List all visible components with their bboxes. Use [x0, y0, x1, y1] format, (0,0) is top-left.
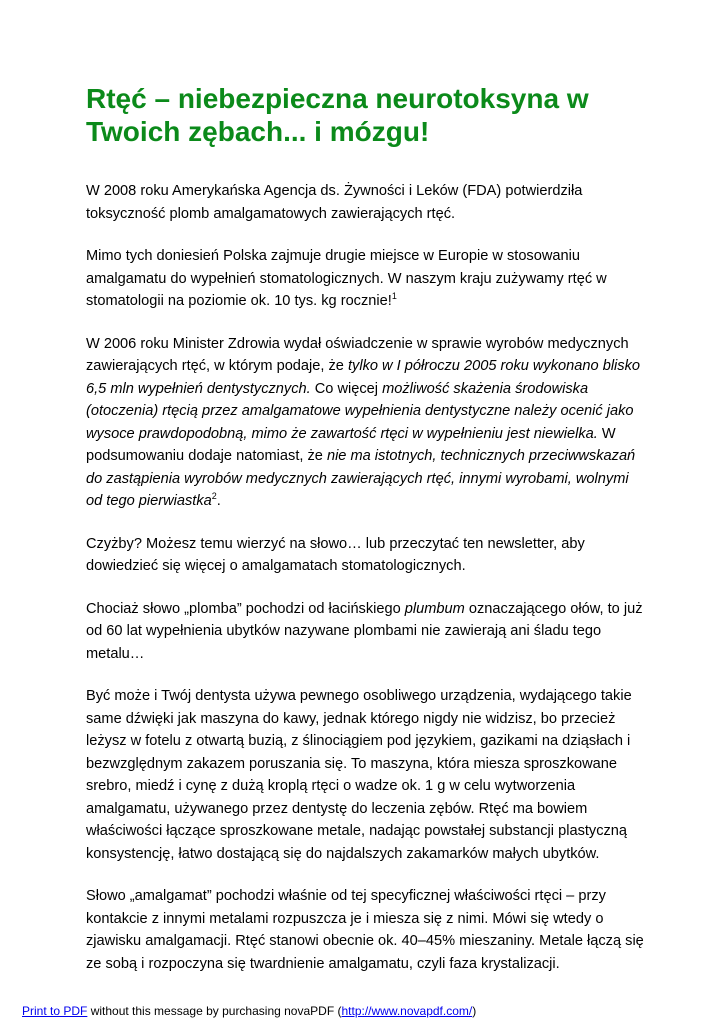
minister-quote-1: tylko w I półroczu 2005 roku wykonano blisko 6,5 mln wypełnień dentystycznych. [86, 358, 641, 397]
paragraph-poland-text: Mimo tych doniesień Polska zajmuje drugie miejsce w Europie w stosowaniu amalgamatu do wypełnień stomatologicznych. W naszym kraju zużywamy rtęć w stomatologii na poziomie ok. 10 tys. kg rocznie! [86, 248, 607, 309]
footnote-marker-1: 1 [391, 291, 397, 301]
footer-text: without this message by purchasing novaPDF ( [87, 1004, 342, 1018]
novapdf-link[interactable]: http://www.novapdf.com/ [341, 1004, 473, 1018]
minister-quote-3: nie ma istotnych, technicznych przeciwwskazań do zastąpienia wyrobów medycznych zawierających rtęć, innymi wyrobami, wolnymi od tego pierwiastka [86, 448, 636, 509]
footer-message [22, 1004, 476, 1019]
paragraph-minister [86, 333, 646, 513]
print-to-pdf-link[interactable]: Print to PDF [22, 1004, 88, 1018]
document-page [86, 82, 646, 995]
plomba-text-1: Chociaż słowo „plomba” pochodzi od łacińskiego [86, 600, 405, 617]
paragraph-amalgamat: Słowo „amalgamat” pochodzi właśnie od tej specyficznej właściwości rtęci – przy kontakcie z innymi metalami rozpuszcza je i miesza się z nimi. Mówi się wtedy o zjawisku amalgamacji. Rtęć stanowi obecnie ok. 40–45% mieszaniny. Metale łączą się ze sobą i rozpoczyna się twardnienie amalgamatu, czyli faza krystalizacji. [86, 888, 644, 972]
paragraph-machine: Być może i Twój dentysta używa pewnego osobliwego urządzenia, wydającego takie same dźwięki jak maszyna do kawy, jednak którego nigdy nie widzisz, bo przecież leżysz w fotelu z otwartą buzią, z ślinociągiem pod językiem, gazikami na dziąsłach i bezwzględnym zakazem poruszania się. To maszyna, która miesza sproszkowane srebro, miedź i cynę z dużą kroplą rtęci o wadze ok. 1 g w celu wytworzenia amalgamatu, używanego przez dentystę do leczenia zębów. Rtęć ma bowiem właściwości łączące sproszkowane metale, nadając powstałej substancji plastyczną konsystencję, łatwo dostającą się do najdalszych zakamarków małych ubytków. [86, 688, 632, 862]
paragraph-poland [86, 245, 646, 313]
paragraph-fda: W 2008 roku Amerykańska Agencja ds. Żywności i Leków (FDA) potwierdziła toksyczność plomb amalgamatowych zawierających rtęć. [86, 183, 583, 222]
plomba-text-2: oznaczającego ołów, to już od 60 lat wypełnienia ubytków nazywane plombami nie zawierają ani śladu tego metalu… [86, 600, 643, 662]
minister-text-1: W 2006 roku Minister Zdrowia wydał oświadczenie w sprawie wyrobów medycznych zawierających rtęć, w którym podaje, że [86, 335, 629, 374]
paragraph-newsletter: Czyżby? Możesz temu wierzyć na słowo… lub przeczytać ten newsletter, aby dowiedzieć się więcej o amalgamatach stomatologicznych. [86, 535, 585, 574]
footnote-marker-2: 2 [211, 491, 217, 501]
paragraph-plomba [86, 598, 646, 666]
minister-quote-2: możliwość skażenia środowiska (otoczenia) rtęcią przez amalgamatowe wypełnienia dentystyczne należy ocenić jako wysoce prawdopodobną, mimo że zawartość rtęci w wypełnieniu jest niewielka. [86, 380, 634, 442]
minister-text-3: W podsumowaniu dodaje natomiast, że [86, 425, 616, 464]
minister-text-2: Co więcej [310, 380, 383, 397]
footer-end: ) [472, 1004, 477, 1018]
page-title: Rtęć – niebezpieczna neurotoksyna w Twoich zębach... i mózgu! [86, 83, 589, 147]
minister-text-4: . [216, 493, 221, 509]
plomba-term: plumbum [404, 600, 465, 617]
